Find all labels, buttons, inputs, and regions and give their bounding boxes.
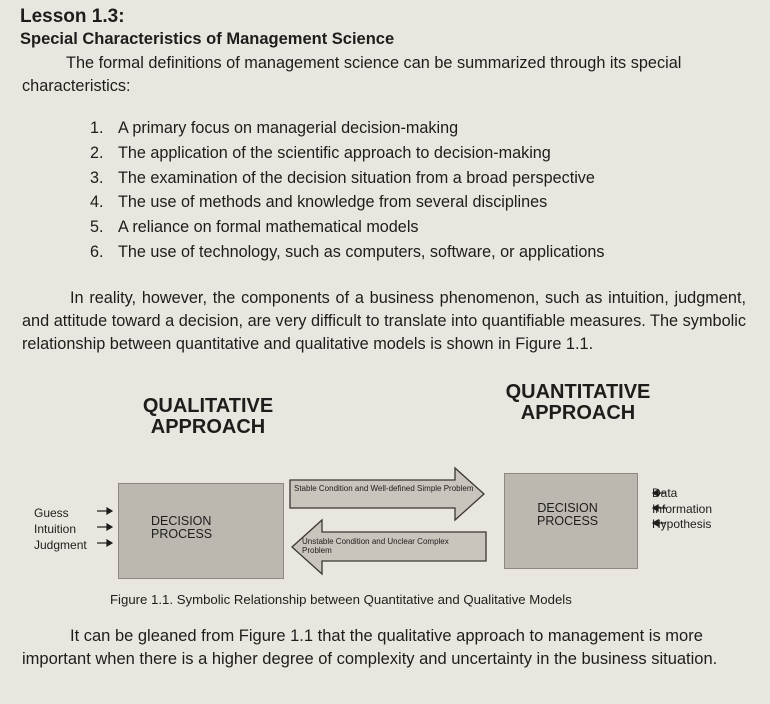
qualitative-inputs [34,505,87,553]
list-text: A reliance on formal mathematical models [118,218,419,237]
box-label-line1: DECISION [151,514,212,528]
input-information: Information [652,501,713,516]
figure-caption: Figure 1.1. Symbolic Relationship between Quantitative and Qualitative Models [110,592,572,607]
box-label-line2: PROCESS [537,514,599,528]
arrowhead-icon [107,540,112,546]
list-number: 1. [90,119,104,137]
input-guess: Guess [34,506,69,520]
box-label-line1: DECISION [537,501,598,515]
right-block-arrow-icon [290,468,484,520]
quantitative-inputs [652,486,712,533]
input-data: Data [652,486,678,500]
conclusion-paragraph: It can be gleaned from Figure 1.1 that the qualitative approach to management is more important when there is a higher degree of complexity and uncertainty in the business situation. [22,627,718,668]
input-judgment: Judgment [34,538,87,552]
section-title: Special Characteristics of Management Science [20,30,395,48]
list-text: A primary focus on managerial decision-making [118,119,459,137]
qualitative-heading-line2: APPROACH [150,416,266,438]
quantitative-heading-line1: QUANTITATIVE [505,381,651,403]
quantitative-heading-line2: APPROACH [520,402,636,424]
list-number: 3. [90,168,104,187]
list-text: The application of the scientific approach to decision-making [118,143,551,162]
list-number: 5. [90,218,104,237]
list-number: 2. [90,143,104,162]
input-hypothesis: Hypothesis [652,517,712,531]
list-text: The examination of the decision situation from a broad perspective [118,168,595,187]
lesson-heading: Lesson 1.3: [20,6,125,27]
intro-paragraph: The formal definitions of management science can be summarized through its special characteristics: [22,54,682,95]
reality-paragraph: In reality, however, the components of a business phenomenon, such as intuition, judgment, and attitude toward a decision, are very difficult to translate into quantifiable measures. The symbolic relationship between quantitative and qualitative models is shown in Figure 1.1. [22,289,746,353]
unstable-condition-label: Unstable Condition and Unclear Complex Problem [302,537,449,555]
list-number: 4. [90,193,104,212]
list-text: The use of technology, such as computers, software, or applications [118,242,605,261]
input-intuition: Intuition [34,522,77,536]
arrowhead-icon [107,524,112,530]
stable-condition-label: Stable Condition and Well-defined Simple Problem [294,484,474,493]
list-number: 6. [90,242,104,261]
box-label-line2: PROCESS [151,527,213,541]
arrowhead-icon [107,508,112,514]
qualitative-decision-box [118,483,284,579]
qualitative-heading-line1: QUALITATIVE [142,395,274,417]
list-text: The use of methods and knowledge from several disciplines [118,193,548,212]
quantitative-decision-box [504,473,638,569]
